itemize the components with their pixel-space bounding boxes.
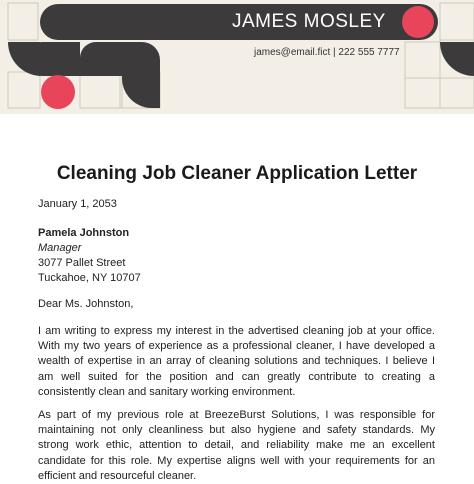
accent-circle — [41, 75, 75, 109]
banner-accent-dot — [402, 6, 434, 38]
arch-shape-right — [122, 42, 160, 76]
applicant-name: JAMES MOSLEY — [232, 11, 386, 32]
outline-shape — [8, 72, 40, 108]
recipient-city: Tuckahoe, NY 10707 — [38, 272, 141, 284]
letter-date: January 1, 2053 — [38, 198, 117, 210]
letterhead-header — [0, 0, 474, 114]
body-paragraph-1: I am writing to express my interest in the advertised cleaning job at your office. With my two years of experience as a professional cleaner, I have developed a wealth of expertise in an array of cleaning solutions and techniques. I believe I am well suited for the position and can greatly contribute to creating a consistently clean and sanitary working environment. — [38, 325, 435, 398]
recipient-name: Pamela Johnston — [38, 227, 130, 239]
outline-shape — [440, 78, 474, 108]
salutation: Dear Ms. Johnston, — [38, 298, 134, 310]
half-pill-shape — [25, 42, 80, 76]
outline-shape — [405, 42, 440, 78]
arch-shape — [80, 42, 122, 76]
bottom-quarter-shape — [122, 76, 160, 108]
letter-title: Cleaning Job Cleaner Application Letter — [56, 163, 418, 184]
body-paragraph-2: As part of my previous role at BreezeBurst Solutions, I was responsible for maintaining not only cleanliness but also hygiene and safety standards. My strong work ethic, attention to detail, and reliability make me an excellent candidate for this role. My expertise aligns well with your requirements for an efficient and resourceful cleaner. — [38, 409, 435, 482]
outline-shape — [80, 72, 122, 108]
right-quarter-shape — [440, 42, 474, 76]
outline-shape — [440, 3, 474, 40]
contact-info: james@email.fict | 222 555 7777 — [254, 47, 400, 58]
recipient-role: Manager — [38, 242, 82, 254]
recipient-street: 3077 Pallet Street — [38, 257, 126, 269]
outline-shape — [405, 78, 440, 108]
outline-shape — [8, 3, 38, 40]
